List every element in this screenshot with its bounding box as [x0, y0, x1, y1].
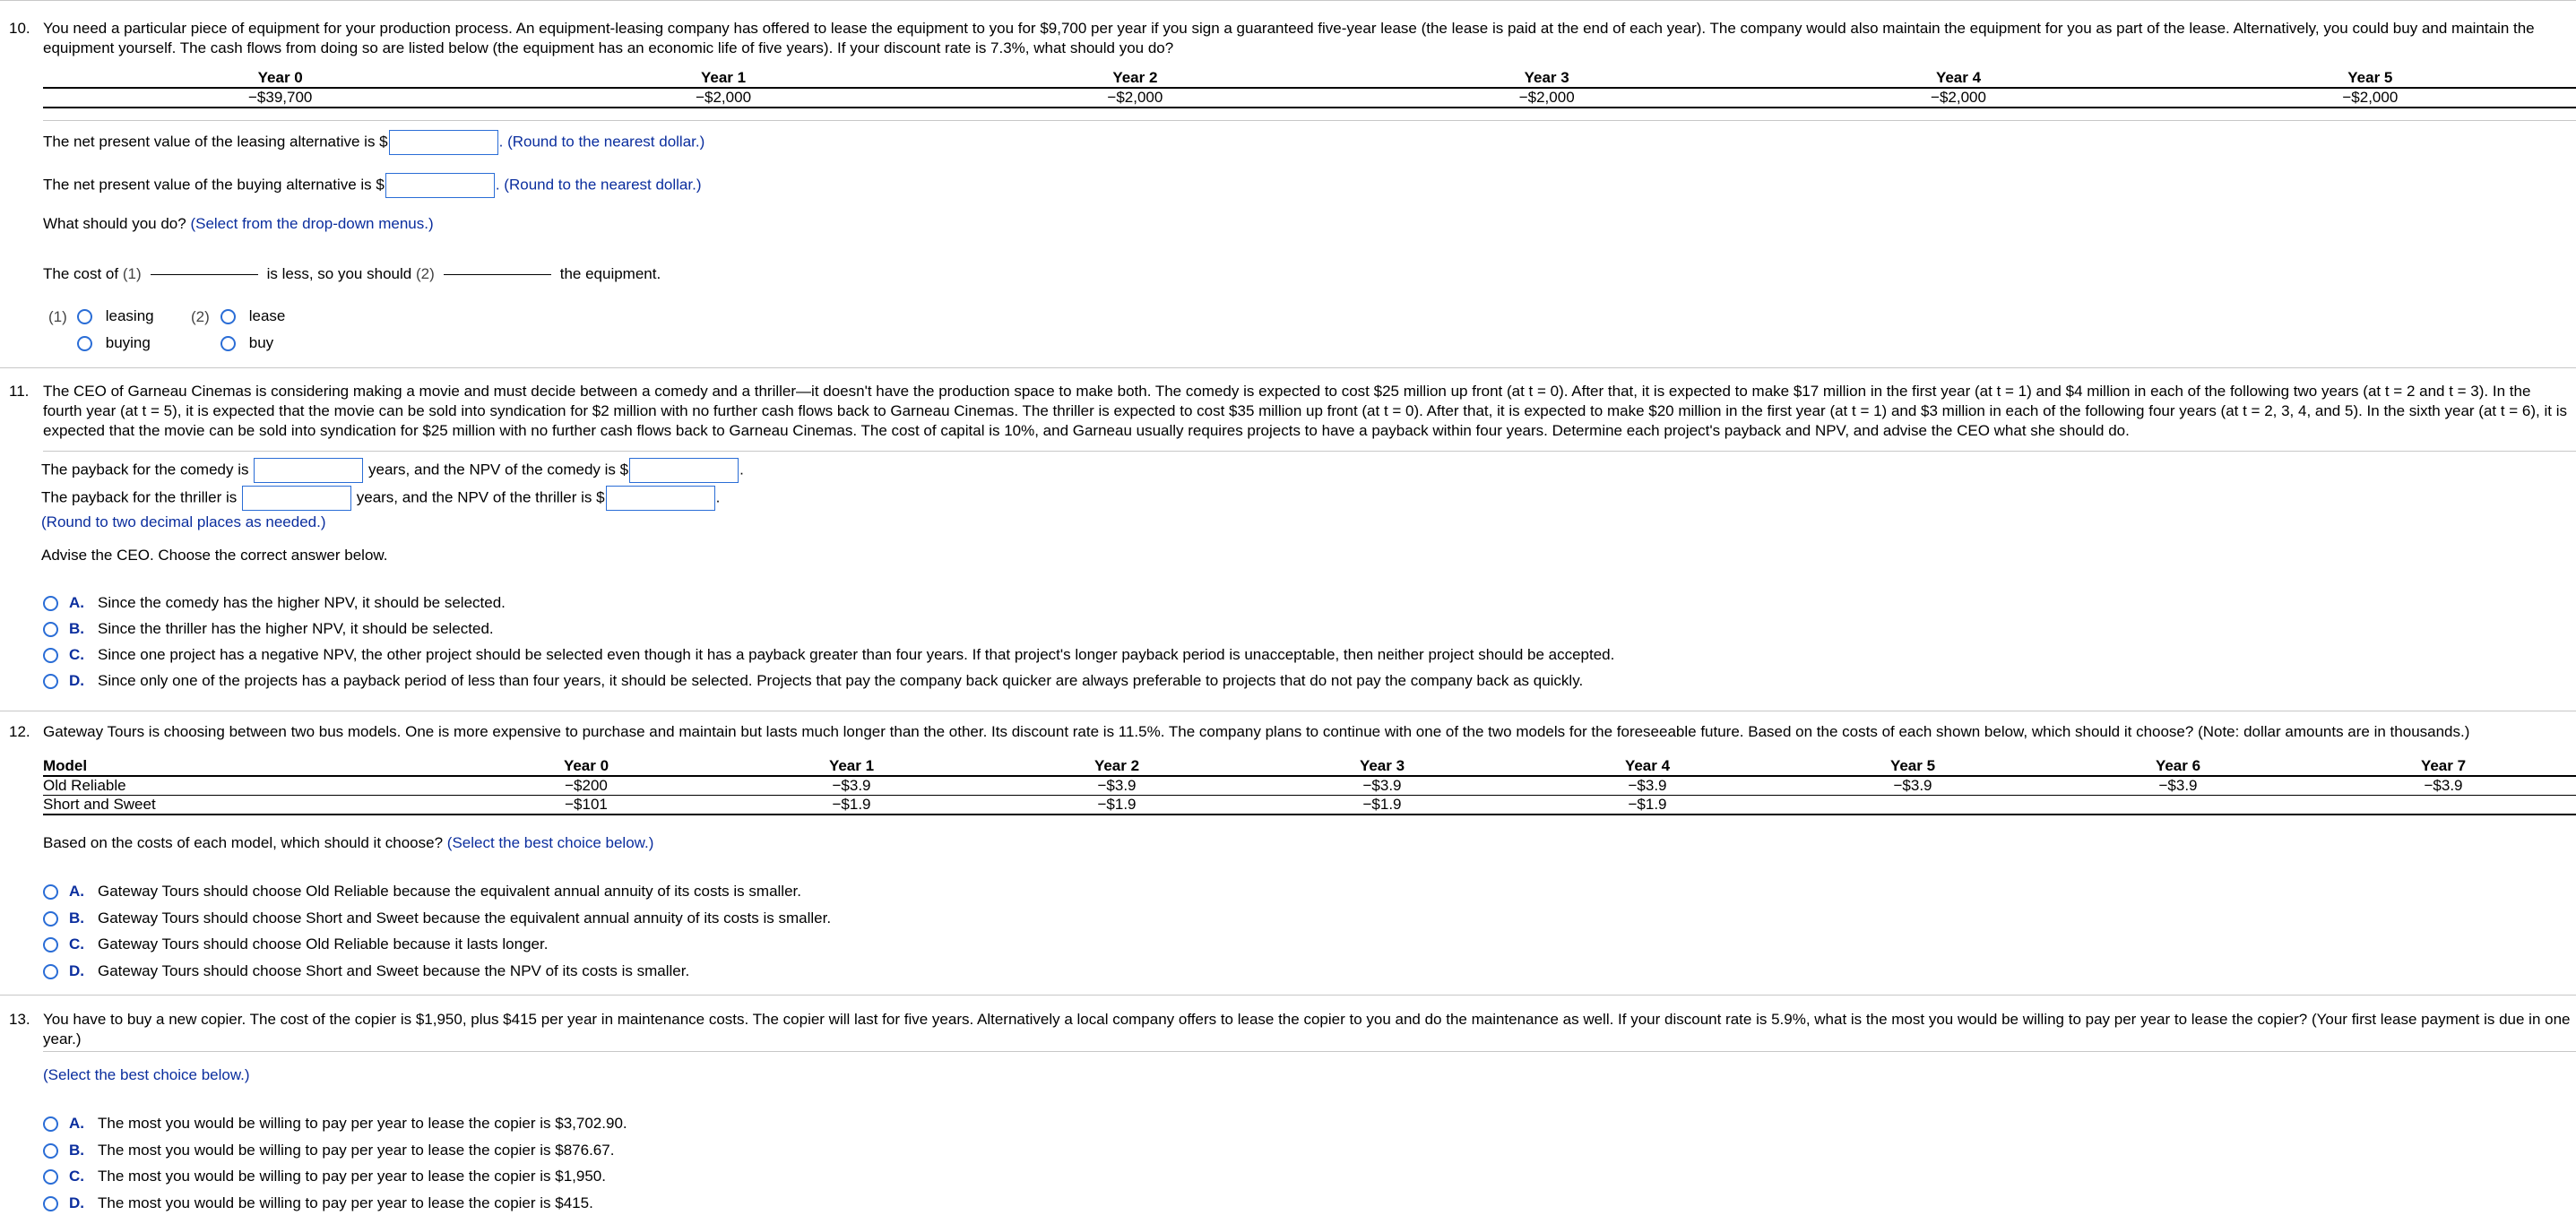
- the-equipment-label: the equipment.: [559, 265, 661, 282]
- option-label: leasing: [105, 307, 154, 324]
- cell: Short and Sweet: [43, 796, 454, 815]
- option-d[interactable]: [43, 961, 689, 981]
- npv-lease-label: The net present value of the leasing alternative is $: [43, 133, 388, 151]
- comedy-npv-input[interactable]: [629, 458, 739, 483]
- question-text: The CEO of Garneau Cinemas is considering making a movie and must decide between a comedy and a thriller—it doesn't have the production space to make both. The comedy is expected to cost $25 million up front (at t = 0). After that, it is expected to make $17 million in the first year (at t = 1) and $4 million in each of the following two years (at t = 2 and t = 3). In the fourth year (at t = 5), it is expected that the movie can be sold into syndication for $2 million with no further cash flows back to Garneau Cinemas. The thriller is expected to cost $35 million up front (at t = 0). After that, it is expected to make $20 million in the first year (at t = 1) and $3 million in each of the following four years (at t = 2, 3, 4, and 5). In the sixth year (at t = 6), it is expected that the movie can be sold into syndication for $25 million with no further cash flows back to Garneau Cinemas. The cost of capital is 10%, and Garneau usually requires projects to have a payback within four years. Determine each project's payback and NPV, and advise the CEO what she should do.: [43, 383, 2567, 440]
- header-year-2: Year 2: [984, 757, 1249, 776]
- option-a[interactable]: [43, 882, 801, 901]
- option-b[interactable]: [43, 1141, 614, 1160]
- option-text: Since one project has a negative NPV, the other project should be selected even though it has a payback greater than four years. If that project's longer payback period is unacceptable, then neither project should be accepted.: [98, 646, 1615, 663]
- thriller-npv-label: years, and the NPV of the thriller is $: [356, 488, 605, 506]
- header-year-4: Year 4: [1752, 69, 2164, 88]
- option-letter: C.: [69, 646, 84, 663]
- npv-lease-input[interactable]: [389, 130, 498, 155]
- header-model: Model: [43, 757, 454, 776]
- cash-flow-table: [43, 69, 2576, 108]
- divider: [43, 451, 2576, 452]
- radio-icon[interactable]: [43, 964, 58, 979]
- option-text: Since only one of the projects has a payback period of less than four years, it should be selected. Projects that pay the company back quicker are always preferable to projects that do not pay the company back as quickly.: [98, 672, 1584, 689]
- question-11: [0, 367, 2576, 703]
- what-do-hint: (Select from the drop-down menus.): [190, 215, 434, 232]
- option-letter: C.: [69, 1168, 84, 1185]
- npv-buy-label: The net present value of the buying alternative is $: [43, 176, 385, 194]
- divider: [43, 120, 2576, 121]
- radio-icon[interactable]: [43, 648, 58, 663]
- thriller-line: [41, 486, 720, 511]
- cell: −$3.9: [1362, 777, 1402, 794]
- option-d[interactable]: [43, 671, 1583, 691]
- radio-icon[interactable]: [43, 1169, 58, 1185]
- header-year-6: Year 6: [2045, 757, 2311, 776]
- radio-icon[interactable]: [43, 596, 58, 611]
- cell: −$1.9: [719, 796, 984, 815]
- option-label: lease: [248, 307, 286, 324]
- cost-of-label: The cost of: [43, 265, 119, 282]
- choice-question: Based on the costs of each model, which should it choose?: [43, 834, 444, 851]
- cell: −$101: [454, 796, 719, 815]
- npv-lease-line: [43, 130, 705, 155]
- cell: −$3.9: [2424, 777, 2463, 794]
- thriller-payback-input[interactable]: [242, 486, 351, 511]
- option-a[interactable]: [43, 593, 506, 613]
- question-text: Gateway Tours is choosing between two bus models. One is more expensive to purchase and maintain but lasts much longer than the other. Its discount rate is 11.5%. The company plans to continue with one of the two models for the foreseeable future. Based on the costs of each shown below, which should it choose? (Note: dollar amounts are in thousands.): [43, 723, 2470, 740]
- option-text: The most you would be willing to pay per year to lease the copier is $3,702.90.: [98, 1115, 627, 1132]
- option-text: The most you would be willing to pay per year to lease the copier is $876.67.: [98, 1142, 615, 1159]
- option-letter: D.: [69, 1194, 84, 1211]
- option-text: Gateway Tours should choose Old Reliable because it lasts longer.: [98, 935, 549, 952]
- option-text: The most you would be willing to pay per year to lease the copier is $415.: [98, 1194, 593, 1211]
- option-label: buying: [105, 334, 151, 351]
- npv-buy-line: [43, 173, 702, 198]
- cell: −$2,000: [1752, 88, 2164, 108]
- table-row: [43, 88, 2576, 108]
- cell: −$2,000: [1341, 88, 1752, 108]
- menu-1-label: (1): [48, 308, 67, 325]
- cell: −$1.9: [984, 796, 1249, 815]
- table-row: [43, 796, 2576, 815]
- header-year-4: Year 4: [1515, 757, 1780, 776]
- option-letter: C.: [69, 935, 84, 952]
- option-text: Gateway Tours should choose Short and Sweet because the equivalent annual annuity of its costs is smaller.: [98, 909, 832, 927]
- table-row: [43, 776, 2576, 796]
- option-letter: A.: [69, 594, 84, 611]
- period: .: [715, 488, 721, 506]
- header-year-1: Year 1: [517, 69, 929, 88]
- advise-prompt: Advise the CEO. Choose the correct answer below.: [41, 547, 388, 564]
- cell: −$39,700: [43, 88, 517, 108]
- radio-icon[interactable]: [43, 1143, 58, 1159]
- cell: −$3.9: [2158, 777, 2198, 794]
- option-b[interactable]: [43, 909, 831, 928]
- choice-prompt: [43, 833, 653, 853]
- period: .: [739, 461, 744, 478]
- cell: Old Reliable: [43, 777, 126, 794]
- comedy-payback-input[interactable]: [254, 458, 363, 483]
- what-do-line: [43, 214, 434, 234]
- comedy-npv-label: years, and the NPV of the comedy is $: [367, 461, 629, 478]
- option-c[interactable]: [43, 935, 548, 954]
- thriller-npv-input[interactable]: [606, 486, 715, 511]
- option-text: The most you would be willing to pay per year to lease the copier is $1,950.: [98, 1168, 606, 1185]
- blank-1-marker: (1): [122, 265, 142, 282]
- cell: −$1.9: [1249, 796, 1515, 815]
- option-text: Gateway Tours should choose Short and Sweet because the NPV of its costs is smaller.: [98, 962, 690, 979]
- menu-2-option-buy[interactable]: [220, 333, 273, 353]
- option-letter: A.: [69, 1115, 84, 1132]
- menu-1-option-leasing[interactable]: [77, 306, 154, 326]
- comedy-payback-label: The payback for the comedy is: [41, 461, 249, 478]
- npv-lease-hint: . (Round to the nearest dollar.): [498, 133, 705, 151]
- option-letter: D.: [69, 672, 84, 689]
- thriller-payback-label: The payback for the thriller is: [41, 488, 238, 506]
- header-year-0: Year 0: [454, 757, 719, 776]
- option-b[interactable]: [43, 619, 494, 639]
- question-number: 10.: [9, 20, 30, 37]
- cell: −$2,000: [517, 88, 929, 108]
- radio-icon[interactable]: [43, 884, 58, 900]
- question-number: 11.: [9, 383, 30, 400]
- question-10: [0, 0, 2576, 357]
- radio-icon[interactable]: [43, 622, 58, 637]
- question-number: 13.: [9, 1011, 30, 1028]
- option-a[interactable]: [43, 1114, 627, 1133]
- cell: −$2,000: [929, 88, 1341, 108]
- radio-icon[interactable]: [220, 336, 236, 351]
- header-year-5: Year 5: [2165, 69, 2576, 88]
- header-year-0: Year 0: [43, 69, 517, 88]
- cell: −$200: [565, 777, 608, 794]
- is-less-label: is less, so you should: [266, 265, 412, 282]
- option-text: Since the thriller has the higher NPV, it should be selected.: [98, 620, 494, 637]
- question-12: [0, 711, 2576, 995]
- radio-icon[interactable]: [43, 937, 58, 952]
- radio-icon[interactable]: [220, 309, 236, 324]
- cell: −$1.9: [1515, 796, 1780, 815]
- option-c[interactable]: [43, 645, 1614, 665]
- option-d[interactable]: [43, 1194, 593, 1213]
- comedy-line: [41, 458, 744, 483]
- cell: [2311, 796, 2576, 815]
- cell: [1780, 796, 2045, 815]
- round-hint: (Round to two decimal places as needed.): [41, 513, 326, 530]
- radio-icon[interactable]: [77, 336, 92, 351]
- choice-hint: (Select the best choice below.): [446, 834, 654, 851]
- radio-icon[interactable]: [43, 911, 58, 927]
- cell: −$3.9: [1097, 777, 1137, 794]
- question-13: [0, 995, 2576, 1224]
- question-text: You have to buy a new copier. The cost of the copier is $1,950, plus $415 per year in maintenance costs. The copier will last for five years. Alternatively a local company offers to lease the copier to you and do the maintenance as well. If your discount rate is 5.9%, what is the most you would be willing to pay per year to lease the copier? (Your first lease payment is due in one year.): [43, 1011, 2571, 1048]
- question-text: You need a particular piece of equipment for your production process. An equipment-leasing company has offered to lease the equipment to you for $9,700 per year if you sign a guaranteed five-year lease (the lease is paid at the end of each year). The company would also maintain the equipment for you as part of the lease. Alternatively, you could buy and maintain the equipment yourself. The cash flows from doing so are listed below (the equipment has an economic life of five years). If your discount rate is 7.3%, what should you do?: [43, 20, 2535, 57]
- menu-2-label: (2): [191, 308, 210, 325]
- radio-icon[interactable]: [77, 309, 92, 324]
- header-year-1: Year 1: [719, 757, 984, 776]
- option-text: Since the comedy has the higher NPV, it should be selected.: [98, 594, 506, 611]
- dropdown-1[interactable]: [151, 274, 258, 275]
- menu-1-option-buying[interactable]: [77, 333, 151, 353]
- header-year-5: Year 5: [1780, 757, 2045, 776]
- option-text: Gateway Tours should choose Old Reliable because the equivalent annual annuity of its costs is smaller.: [98, 883, 801, 900]
- menu-2-option-lease[interactable]: [220, 306, 285, 326]
- header-year-3: Year 3: [1341, 69, 1752, 88]
- blank-2-marker: (2): [415, 265, 435, 282]
- cell: −$2,000: [2165, 88, 2576, 108]
- npv-buy-hint: . (Round to the nearest dollar.): [495, 176, 702, 194]
- cell: −$3.9: [832, 777, 871, 794]
- radio-icon[interactable]: [43, 674, 58, 689]
- what-do-label: What should you do?: [43, 215, 186, 232]
- option-letter: B.: [69, 909, 84, 927]
- header-year-2: Year 2: [929, 69, 1341, 88]
- option-letter: B.: [69, 620, 84, 637]
- option-c[interactable]: [43, 1167, 606, 1186]
- choice-hint: (Select the best choice below.): [43, 1066, 250, 1083]
- option-letter: B.: [69, 1142, 84, 1159]
- cell: −$3.9: [1628, 777, 1667, 794]
- option-label: buy: [248, 334, 274, 351]
- option-letter: D.: [69, 962, 84, 979]
- option-letter: A.: [69, 883, 84, 900]
- radio-icon[interactable]: [43, 1116, 58, 1132]
- cell: [2045, 796, 2311, 815]
- cost-sentence: [43, 264, 661, 284]
- npv-buy-input[interactable]: [385, 173, 495, 198]
- header-year-3: Year 3: [1249, 757, 1515, 776]
- dropdown-2[interactable]: [444, 274, 551, 275]
- radio-icon[interactable]: [43, 1196, 58, 1211]
- header-year-7: Year 7: [2311, 757, 2576, 776]
- divider: [43, 1051, 2576, 1052]
- cost-table: [43, 757, 2576, 815]
- cell: −$3.9: [1893, 777, 1932, 794]
- question-number: 12.: [9, 723, 30, 740]
